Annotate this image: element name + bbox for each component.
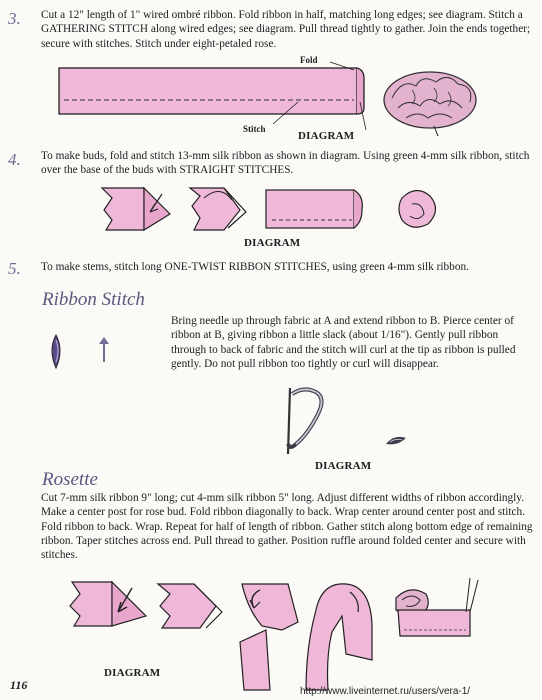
bud-fold-diagram	[100, 184, 460, 236]
ribbon-stitch-leaf-icon	[48, 334, 64, 370]
ribbon-stitch-diagram	[278, 384, 418, 456]
fold-label: Fold	[300, 55, 318, 65]
stitch-label: Stitch	[243, 124, 266, 134]
section-heading-rosette: Rosette	[42, 469, 98, 490]
step-3-text: Cut a 12" length of 1" wired ombré ribbon. Fold ribbon in half, matching long edges; see diagram. Stitch a GATHERING STITCH along wired edges; see diagram. Pull thread tightly to gather. Join the ends together; secure with stitches. Stitch under eight-petaled rose.	[41, 9, 531, 50]
watermark-url: http://www.liveinternet.ru/users/vera-1/	[300, 686, 471, 697]
page-number: 116	[10, 678, 28, 692]
diagram-label: DIAGRAM	[104, 667, 161, 679]
arrow-up-icon	[98, 336, 110, 364]
section-heading-ribbon-stitch: Ribbon Stitch	[42, 289, 145, 310]
diagram-label: DIAGRAM	[315, 460, 372, 472]
diagram-label: DIAGRAM	[244, 237, 301, 249]
ribbon-stitch-text: Bring needle up through fabric at A and extend ribbon to B. Pierce center of ribbon at B, giving ribbon a little slack (about 1/16"). Gently pull ribbon through to back of fabric and the stitch will curl at the tip as ribbon is pulled gently. Do not pull ribbon too tightly or curl will disappear.	[171, 315, 516, 370]
step-number: 5.	[8, 259, 21, 278]
rosette-text: Cut 7-mm silk ribbon 9" long; cut 4-mm silk ribbon 5" long. Adjust different widths of ribbon accordingly. Make a center post for rose bud. Fold ribbon diagonally to back. Wrap center around center post and stitch. Fold ribbon to back. Wrap. Repeat for half of length of ribbon. Gather stitch along bottom edge of remaining ribbon. Taper stitches across end. Pull thread to gather. Position ruffle around folded center and secure with stitches.	[41, 492, 533, 562]
step-number: 4.	[8, 150, 21, 169]
rose-illustration	[382, 68, 482, 136]
step-5-text: To make stems, stitch long ONE-TWIST RIBBON STITCHES, using green 4-mm silk ribbon.	[41, 261, 469, 273]
step-4-text: To make buds, fold and stitch 13-mm silk ribbon as shown in diagram. Using green 4-mm silk ribbon, stitch over the base of the buds with STRAIGHT STITCHES.	[41, 150, 530, 177]
diagram-label: DIAGRAM	[298, 130, 355, 142]
step-number: 3.	[8, 9, 21, 28]
